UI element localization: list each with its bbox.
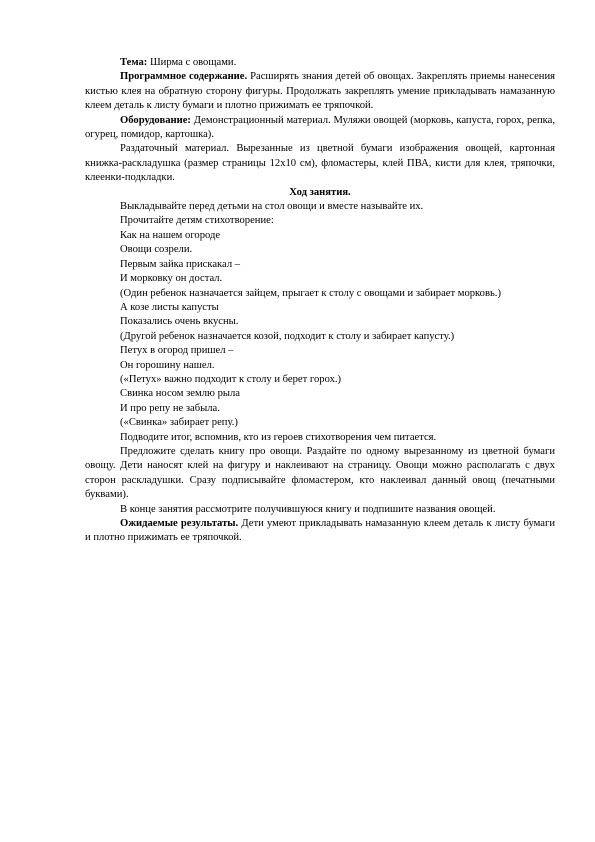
program-paragraph xyxy=(85,70,555,113)
poem-line: А козе листы капусты xyxy=(120,301,219,313)
program-text: Расширять знания детей об овощах. Закреплять приемы нанесения кистью клея на обратную сторону фигуры. Продолжать закреплять умение прикладывать намазанную клеем деталь к листу бумаги и плотно прижимать ее тряпочкой. xyxy=(85,71,556,112)
poem-line: Петух в огород пришел – xyxy=(120,345,234,357)
equipment-paragraph xyxy=(85,114,555,143)
poem-line: Показались очень вкусны. xyxy=(120,316,239,328)
stage-direction: («Свинка» забирает репу.) xyxy=(120,417,238,429)
poem-line: Первым зайка прискакал – xyxy=(120,258,241,270)
lesson-line: Прочитайте детям стихотворение: xyxy=(120,215,274,227)
lesson-lines xyxy=(85,200,555,445)
poem-line: Овощи созрели. xyxy=(120,244,193,256)
equipment-text: Демонстрационный материал. Муляжи овощей (морковь, капуста, горох, репка, огурец, помидор, картошка). xyxy=(85,114,555,141)
poem-line: Он горошину нашел. xyxy=(120,359,215,371)
topic-label: Тема: xyxy=(120,57,148,68)
stage-direction: (Один ребенок назначается зайцем, прыгает к столу с овощами и забирает морковь.) xyxy=(120,287,501,299)
handout-paragraph: Раздаточный материал. Вырезанные из цветной бумаги изображения овощей, картонная книжка-раскладушка (размер страницы 12x10 см), фломастеры, клей ПВА, кисти для клея, тряпочки, клеенки-подкладки. xyxy=(85,143,555,184)
program-label: Программное содержание. xyxy=(120,71,248,83)
end-paragraph: В конце занятия рассмотрите получившуюся книгу и подпишите названия овощей. xyxy=(120,503,496,515)
poem-line: Как на нашем огороде xyxy=(120,229,221,241)
poem-line: Свинка носом землю рыла xyxy=(120,388,240,400)
topic-paragraph xyxy=(85,56,555,70)
poem-line: И про репу не забыла. xyxy=(120,402,220,414)
topic-text: Ширма с овощами. xyxy=(147,57,237,68)
stage-direction: (Другой ребенок назначается козой, подходит к столу и забирает капусту.) xyxy=(120,330,455,342)
document-page xyxy=(85,56,555,546)
book-paragraph: Предложите сделать книгу про овощи. Раздайте по одному вырезанному из цветной бумаги овощу. Дети наносят клей на фигуру и наклеивают на страницу. Овощи можно располагать с двух сторон раскладушки. Сразу подписывайте фломастером, кто наклеивал данный овощ (печатными буквами). xyxy=(85,445,555,501)
results-label: Ожидаемые результаты. xyxy=(120,518,239,529)
poem-line: И морковку он достал. xyxy=(120,273,223,285)
progress-heading: Ход занятия. xyxy=(289,186,351,198)
lesson-line: Подводите итог, вспомнив, кто из героев стихотворения чем питается. xyxy=(120,431,437,443)
results-text: Дети умеют прикладывать намазанную клеем деталь к листу бумаги и плотно прижимать ее тряпочкой. xyxy=(85,518,555,544)
stage-direction: («Петух» важно подходит к столу и берет горох.) xyxy=(120,373,342,385)
lesson-line: Выкладывайте перед детьми на стол овощи и вместе называйте их. xyxy=(120,201,424,213)
equipment-label: Оборудование: xyxy=(120,114,191,126)
results-paragraph xyxy=(85,517,555,546)
